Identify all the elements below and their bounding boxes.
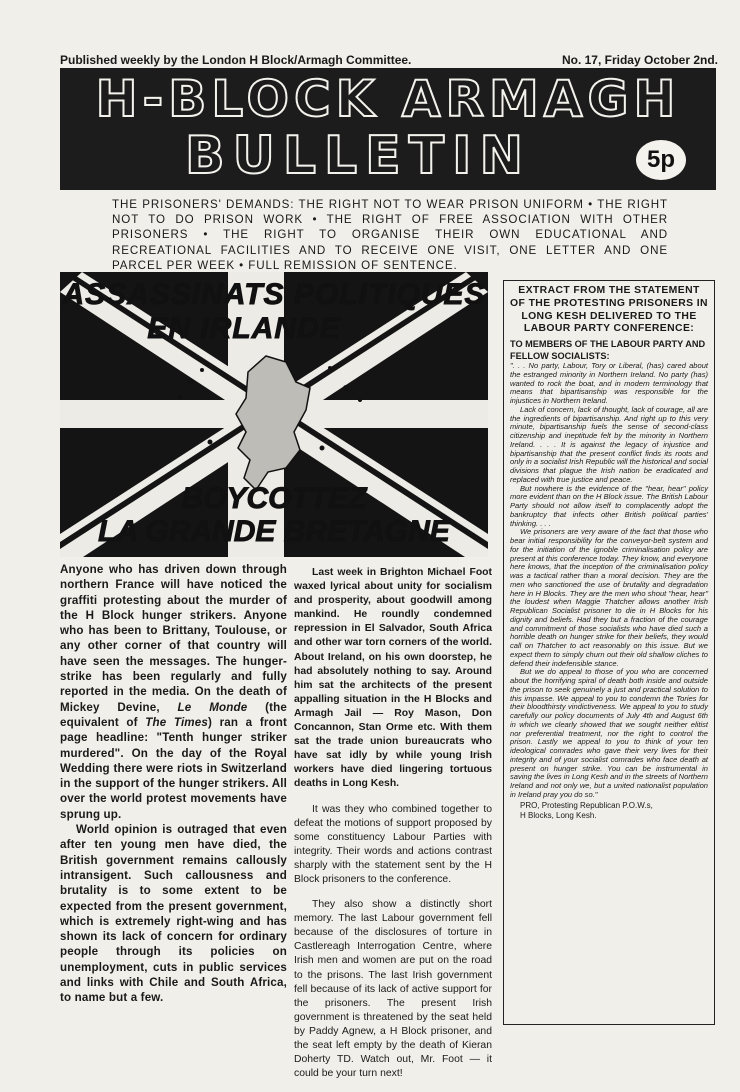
article-paragraph: Last week in Brighton Michael Foot waxed lyrical about unity for socialism and prosperity, about goodwill among mankind. He roundly condemned repression in El Salvador, South Africa and other war torn corners of the world. About Ireland, on his own doorstep, he had absolutely nothing to say. Around him sat the architects of the present appalling situation in the H Blocks and Armagh Jail — Roy Mason, Don Concannon, Stan Orme etc. With them sat the trade union bureaucrats who have sat idly by while young Irish workers have died lingering tortuous deaths in Long Kesh.: [294, 567, 492, 790]
article-column-left: [60, 562, 287, 1006]
poster-line1: ASSASSINATS POLITIQUES: [62, 278, 486, 311]
masthead: [60, 68, 716, 190]
statement-paragraph: But we do appeal to those of you who are concerned about the horrifying spiral of death both inside and outside the prison to seek genuinely a just and practical solution to this impasse. We appeal to you to condemn the Tories for their bloodthirsty vindictiveness. We appeal to you to study carefully our policy documents of July 4th and August 6th in which we clearly showed that we sought neither elitist nor preferential treatment, nor the right to control the prison. Lastly we appeal to you to think of your ten ideological comrades who gave their very lives for their integrity and of your socialist comrades who face death at present on hunger strike. You can be instrumental in saving the lives in Long Kesh and in the streets of Northern Ireland and not only we, but a united nationalist population in Ireland pray you do so.": [510, 667, 708, 799]
statement-heading: EXTRACT FROM THE STATEMENT OF THE PROTESTING PRISONERS IN LONG KESH DELIVERED TO THE LABOUR PARTY CONFERENCE:: [510, 285, 708, 335]
statement-addressee: TO MEMBERS OF THE LABOUR PARTY AND FELLOW SOCIALISTS:: [510, 339, 706, 361]
publication-name: The Times: [145, 715, 208, 729]
issue-line: No. 17, Friday October 2nd.: [561, 53, 718, 67]
article-column-middle: [294, 566, 492, 1092]
publication-name: Le Monde: [177, 700, 248, 714]
prisoners-demands: THE PRISONERS' DEMANDS: THE RIGHT NOT TO WEAR PRISON UNIFORM • THE RIGHT NOT TO DO PRISON WORK • THE RIGHT OF FREE ASSOCIATION WITH OTHER PRISONERS • THE RIGHT TO ORGANISE THEIR OWN EDUCATIONAL AND RECREATIONAL FACILITIES AND TO RECEIVE ONE VISIT, ONE LETTER AND ONE PARCEL PER WEEK • FULL REMISSION OF SENTENCE.: [112, 198, 668, 272]
poster-line4: LA GRANDE BRETAGNE: [98, 515, 450, 548]
signature-line2: H Blocks, Long Kesh.: [520, 810, 597, 820]
statement-paragraph: But nowhere is the evidence of the "hear, hear" policy more evident than on the H Block issue. The British Labour Party should not allow itself to complacently adopt the bankruptcy that infects other British political parties' thinking. . . .: [510, 483, 708, 528]
prisoners-statement-box: [503, 280, 715, 1025]
statement-body: [510, 362, 708, 800]
article-paragraph: [60, 562, 287, 822]
price-badge: 5p: [636, 140, 686, 180]
statement-paragraph: ". . . No party, Labour, Tory or Liberal, (has) cared about the estranged minority in Northern Ireland. No party (has) wanted to rock the boat, and in modern terminology that means that bipartisanship was responsible for the injustices in Northern Ireland.: [510, 361, 708, 406]
masthead-title-line2: BULLETIN: [185, 126, 531, 186]
statement-signature: [510, 801, 708, 821]
signature-line1: PRO, Protesting Republican P.O.W.s,: [520, 800, 653, 810]
article-paragraph: They also show a distinctly short memory. The last Labour government fell because of the disclosures of torture in Castlereagh Interrogation Centre, where Irish men and women are put on the road to the prisons. The last Irish government fell because of its lack of active support for the prisoners. The present Irish government is threatened by the seat held by Paddy Agnew, a H Block prisoner, and the seat left empty by the death of Kieran Doherty TD. Watch out, Mr. Foot — it could be your turn next!: [294, 899, 492, 1080]
statement-paragraph: We prisoners are very aware of the fact that those who bear initial responsibility for the conveyor-belt system and for the initiation of the ignoble criminalisation policy are present at this conference today. They know, and everyone here knows, that the inception of the criminalisation policy was a tactical rather than a moral decision. They are the men who sanctioned the use of brutality and degradation here in H Blocks. They are the men who shout "hear, hear" the loudest when Maggie Thatcher allows another Irish Republican Socialist prisoner to die in H Blocks for his dignity and beliefs. Had they but a fraction of the courage and commitment of those socialists who have died such a horrible death on hunger strike for their beliefs, they would call on Thatcher to act reasonably on this issue. But we expect them to simply churn out their old shallow cliches to defend their indefensible stance.: [510, 527, 708, 668]
statement-paragraph: Lack of concern, lack of thought, lack of courage, all are the ingredients of bipartisanship. And right up to this very minute, bipartisanship fuels the sense of second-class citizenship and ineptitude felt by the minority in Northern Ireland. . . . It is against the legacy of injustice and bipartisanship that the present conflict finds its roots and only in a socialist Irish Republic will the historical and social divisions that plague the Irish nation be eradicated and replaced with true justice and peace.: [510, 404, 708, 484]
text-run: (the equivalent of: [60, 700, 287, 729]
poster-line2: EN IRLANDE: [147, 312, 341, 345]
publisher-line: Published weekly by the London H Block/Armagh Committee.: [60, 53, 412, 67]
article-paragraph: World opinion is outraged that even after ten young men have died, the British government remains callously intransigent. Such callousness and brutality is to some extent to be expected from the present government, which is extremely right-wing and has shown its lack of concern for ordinary people through its policies on unemployment, cuts in public services and links with Chile and South Africa, to name but a few.: [60, 823, 287, 1005]
text-run: ) ran a front page headline: "Tenth hunger striker murdered". On the day of the Royal Wedding there were riots in Switzerland in the support of the hunger strikers. All over the world protest movements have sprung up.: [60, 715, 287, 821]
article-paragraph: It was they who combined together to defeat the motions of support proposed by some constituency Labour Parties with integrity. Their words and actions contrast sharply with the statement sent by the H Block prisoners to the conference.: [294, 803, 492, 885]
poster-line3: BOYCOTTEZ: [181, 482, 367, 515]
masthead-title-line1: H-BLOCK ARMAGH: [95, 70, 681, 128]
boycott-poster: [60, 272, 488, 557]
text-run: Anyone who has driven down through northern France will have noticed the graffiti protesting about the murder of the H Block hunger strikers. Anyone who has been to Brittany, Toulouse, or any other corner of that country will have seen the messages. The hunger-strike has been regularly and fully reported in the media. On the death of Mickey Devine,: [60, 563, 287, 714]
